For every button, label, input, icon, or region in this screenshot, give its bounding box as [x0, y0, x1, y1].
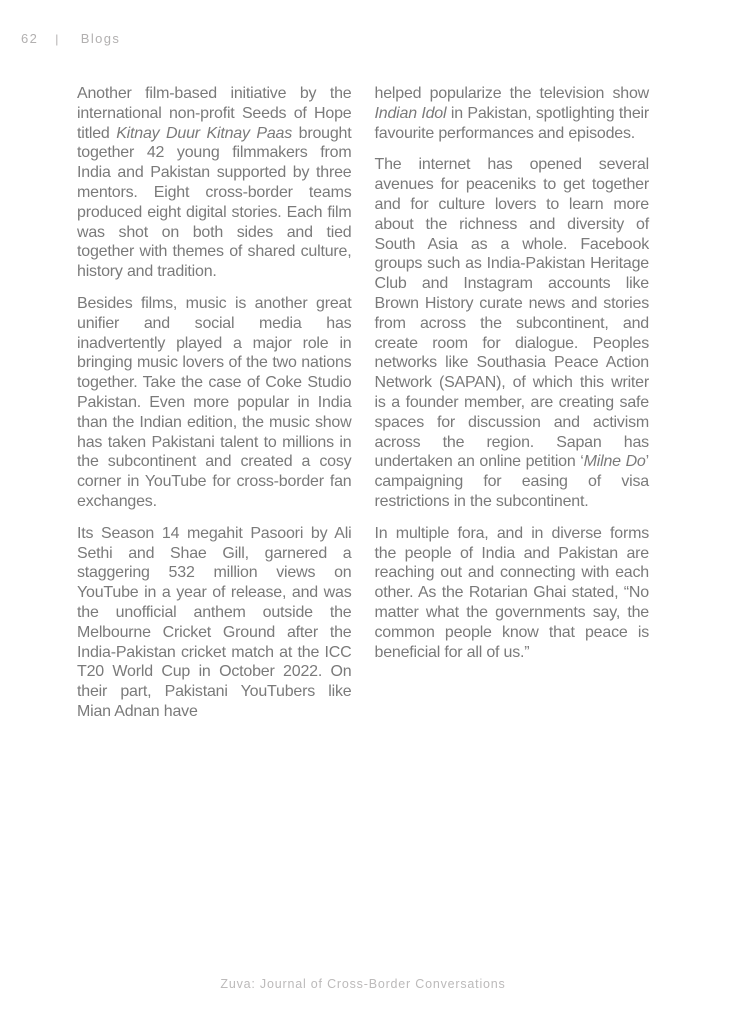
right-column — [375, 84, 650, 722]
paragraph — [77, 294, 352, 512]
italic-text-run: Milne Do — [583, 453, 646, 471]
paragraph — [375, 84, 650, 143]
section-label: Blogs — [80, 31, 121, 46]
page-footer — [77, 977, 649, 991]
text-run: Its Season 14 megahit Pasoori by Ali Sethi and Shae Gill, garnered a staggering 532 million views on YouTube in a year of release, and was the unofficial anthem outside the Melbourne Cricket Ground after the India-Pakistan cricket match at the ICC T20 World Cup in October 2022. On their part, Pakistani YouTubers like Mian Adnan have — [77, 524, 352, 720]
header-separator: | — [55, 32, 60, 46]
text-run: Another film-based initiative by the international non-profit Seeds of Hope titled — [77, 85, 352, 142]
text-run: The internet has opened several avenues for peaceniks to get together and for culture lovers to learn more about the richness and diversity of South Asia as a whole. Facebook groups such as India-Pakistan Heritage Club and Instagram accounts like Brown History curate news and stories from across the subcontinent, and create room for dialogue. Peoples networks like Southasia Peace Action Network (SAPAN), of which this writer is a founder member, are creating safe spaces for discussion and activism across the region. Sapan has undertaken an online petition ‘ — [374, 156, 649, 471]
italic-text-run: Kitnay Duur Kitnay Paas — [116, 124, 293, 142]
text-run: in Pakistan, spotlighting their favourite performances and episodes. — [374, 104, 650, 142]
text-run: brought together 42 young filmmakers from India and Pakistan supported by three mentors. Eight cross-border teams produced eight digital stories. Each film was shot on both sides and tied together with themes of shared culture, history and tradition. — [77, 124, 352, 281]
text-run: helped popularize the television show — [374, 85, 649, 102]
paragraph — [375, 155, 650, 511]
paragraph — [77, 84, 352, 282]
article-body — [77, 84, 649, 722]
paragraph — [77, 524, 352, 722]
text-run: ’ campaigning for easing of visa restrictions in the subcontinent. — [374, 453, 649, 510]
journal-title: Zuva: Journal of Cross-Border Conversations — [220, 977, 506, 991]
paragraph — [375, 524, 650, 663]
italic-text-run: Indian Idol — [374, 104, 447, 122]
page-number: 62 — [21, 31, 39, 46]
left-column — [77, 84, 352, 722]
text-run: Besides films, music is another great unifier and social media has inadvertently played a major role in bringing music lovers of the two nations together. Take the case of Coke Studio Pakistan. Even more popular in India than the Indian edition, the music show has taken Pakistani talent to millions in the subcontinent and created a cosy corner in YouTube for cross-border fan exchanges. — [77, 294, 352, 510]
page-header — [21, 31, 120, 46]
text-run: In multiple fora, and in diverse forms the people of India and Pakistan are reaching out and connecting with each other. As the Rotarian Ghai stated, “No matter what the governments say, the common people know that peace is beneficial for all of us.” — [374, 524, 649, 661]
